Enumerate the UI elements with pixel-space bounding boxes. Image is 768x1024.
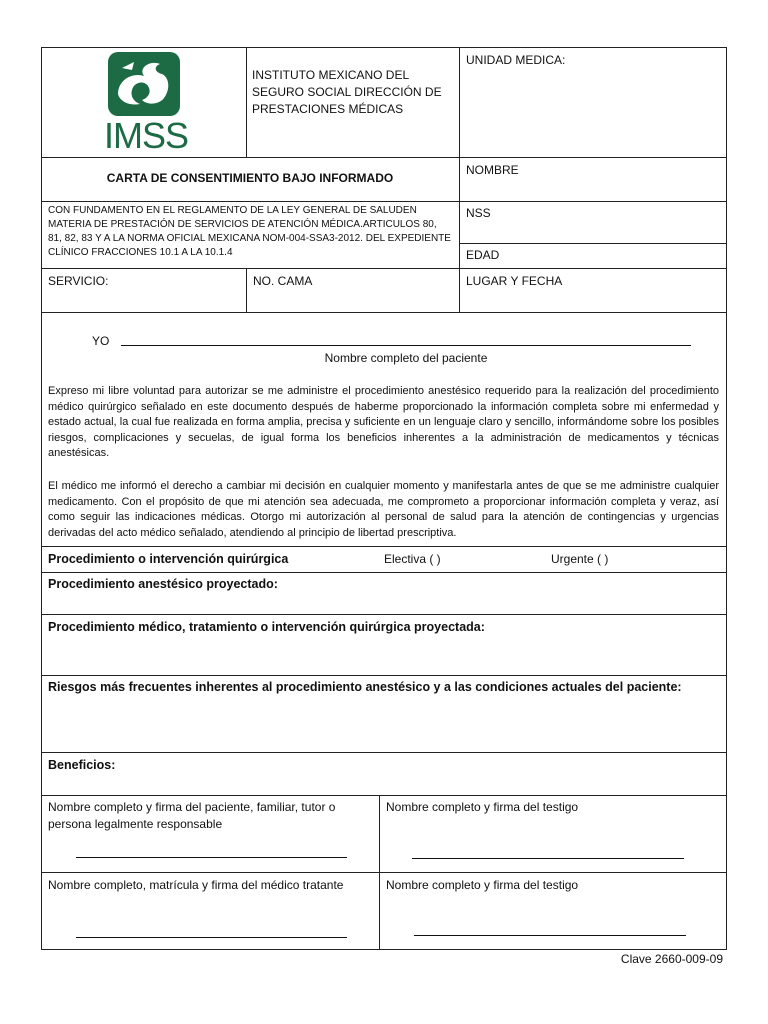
benefits-label: Beneficios:: [48, 758, 116, 772]
patient-name-caption: Nombre completo del paciente: [324, 351, 488, 365]
medical-procedure-label: Procedimiento médico, tratamiento o intervención quirúrgica proyectada:: [48, 620, 485, 634]
nss-field[interactable]: NSS: [466, 206, 491, 220]
patient-name-line[interactable]: [121, 345, 691, 346]
witness1-signature-line[interactable]: [412, 858, 684, 859]
procedure-label: Procedimiento o intervención quirúrgica: [48, 552, 289, 566]
form-title: CARTA DE CONSENTIMIENTO BAJO INFORMADO: [106, 171, 394, 185]
yo-label: YO: [92, 334, 110, 348]
patient-signature-line[interactable]: [76, 857, 347, 858]
anesthetic-procedure-label: Procedimiento anestésico proyectado:: [48, 577, 278, 591]
form-code: Clave 2660-009-09: [620, 952, 723, 966]
servicio-field[interactable]: SERVICIO:: [48, 274, 109, 288]
doctor-signature-line[interactable]: [76, 937, 347, 938]
risks-label: Riesgos más frecuentes inherentes al procedimiento anestésico y a las condiciones actuales del paciente:: [48, 680, 682, 694]
nombre-field[interactable]: NOMBRE: [466, 163, 519, 177]
logo-text: IMSS: [104, 115, 189, 156]
lugar-fecha-field[interactable]: LUGAR Y FECHA: [466, 274, 563, 288]
consent-paragraph-1: Expreso mi libre voluntad para autorizar se me administre el procedimiento anestésico requerido para la realización del procedimiento médico quirúrgico señalado en este documento después de haberme proporcionado la información completa sobre mi enfermedad y estado actual, la cual fue realizada en forma amplia, precisa y suficiente en un lenguaje claro y sencillo, informándome sobre los posibles riesgos, complicaciones y secuelas, de igual forma los beneficios inherentes a la administración de medicamentos y técnicas anestésicas.: [48, 385, 719, 459]
consent-paragraph-2: El médico me informó el derecho a cambiar mi decisión en cualquier momento y manifestarla antes de que se me administre cualquier medicamento. Con el propósito de que mi atención sea adecuada, me comprometo a proporcionar información completa y veraz, así como seguir las indicaciones médicas. Otorgo mi autorización al personal de salud para la atención de contingencias y urgencias derivadas del acto médico señalado, atendiendo al principio de libertad prescriptiva.: [48, 480, 719, 539]
institute-name: INSTITUTO MEXICANO DEL SEGURO SOCIAL DIRECCIÓN DE PRESTACIONES MÉDICAS: [252, 68, 442, 116]
witness2-signature-line[interactable]: [414, 935, 686, 936]
urgente-option[interactable]: Urgente ( ): [551, 552, 609, 566]
doctor-signature-label: Nombre completo, matrícula y firma del médico tratante: [48, 878, 344, 892]
no-cama-field[interactable]: NO. CAMA: [253, 274, 313, 288]
imss-logo: [104, 50, 189, 156]
witness1-signature-label: Nombre completo y firma del testigo: [386, 800, 579, 814]
witness2-signature-label: Nombre completo y firma del testigo: [386, 878, 579, 892]
edad-field[interactable]: EDAD: [466, 248, 500, 262]
patient-signature-label: Nombre completo y firma del paciente, familiar, tutor o persona legalmente responsable: [48, 800, 336, 831]
electiva-option[interactable]: Electiva ( ): [384, 552, 441, 566]
legal-basis-text: CON FUNDAMENTO EN EL REGLAMENTO DE LA LEY GENERAL DE SALUDEN MATERIA DE PRESTACIÓN DE SERVICIOS DE ATENCIÓN MÉDICA.ARTICULOS 80, 81, 82, 83 Y A LA NORMA OFICIAL MEXICANA NOM-004-SSA3-2012. DEL EXPEDIENTE CLÍNICO FRACCIONES 10.1 A LA 10.1.4: [48, 205, 451, 258]
unidad-medica-label: UNIDAD MEDICA:: [466, 53, 566, 67]
